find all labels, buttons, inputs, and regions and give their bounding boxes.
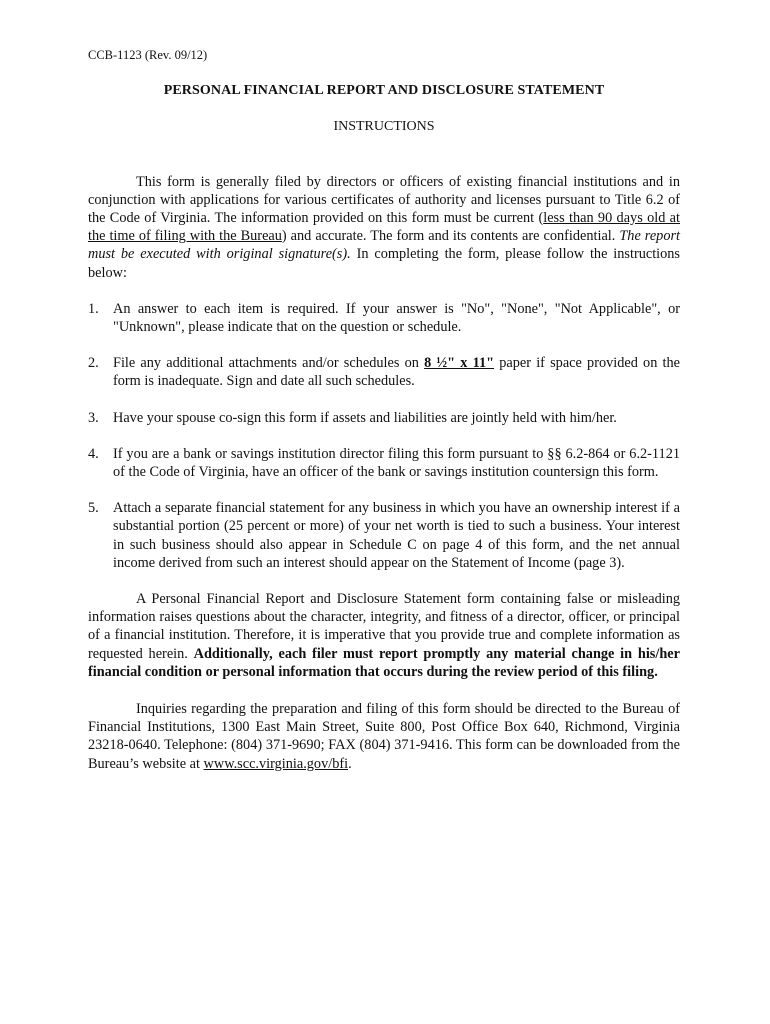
list-item-text: Attach a separate financial statement for any business in which you have an ownership interest if a substantial portion (25 percent or more) of your net worth is tied to such a business. Your interest in such business should also appear in Schedule C on page 4 of this form, and the net annual income derived from such an interest should appear on the Statement of Income (page 3). (113, 500, 680, 571)
intro-text-1: This form is generally filed by directors or officers of existing financial institutions and in conjunction with applications for various certificates of authority and licenses pursuant to Title 6.2 of the Code of Virginia. The information provided on this form must be current ( (88, 173, 680, 227)
list-item (88, 300, 680, 336)
list-item-number: 5. (88, 500, 99, 517)
intro-italic-text: The report must be executed with original signature(s). (88, 228, 680, 263)
page-title: PERSONAL FINANCIAL REPORT AND DISCLOSURE STATEMENT (163, 83, 605, 99)
inquiries-end: . (348, 755, 352, 772)
form-id: CCB-1123 (Rev. 09/12) (88, 48, 208, 62)
intro-text-3: In completing the form, please follow the instructions below: (88, 246, 681, 281)
list-item-number: 4. (88, 445, 99, 462)
list-item-text: Have your spouse co-sign this form if assets and liabilities are jointly held with him/her. (113, 409, 617, 426)
page-subtitle: INSTRUCTIONS (333, 119, 435, 135)
warning-bold-text: Additionally, each filer must report promptly any material change in his/her financial condition or personal information that occurs during the review period of this filing. (88, 645, 680, 680)
paper-size-text: 8 ½" x 11" (424, 355, 495, 372)
item-2-text-after: paper if space provided on the form is inadequate. Sign and date all such schedules. (113, 355, 681, 390)
intro-paragraph (88, 173, 680, 282)
list-item-text: An answer to each item is required. If your answer is "No", "None", "Not Applicable", or "Unknown", please indicate that on the question or schedule. (113, 300, 680, 336)
inquiries-text: Inquiries regarding the preparation and filing of this form should be directed to the Bureau of Financial Institutions, 1300 East Main Street, Suite 800, Post Office Box 640, Richmond, Virginia 23218-0640. Telephone: (804) 371-9690; FAX (804) 371-9416. This form can be downloaded from the Bureau’s website at (88, 701, 680, 772)
instruction-list (88, 300, 680, 572)
warning-text: A Personal Financial Report and Disclosure Statement form containing false or misleading information raises questions about the character, integrity, and fitness of a director, officer, or principal of a financial institution. Therefore, it is imperative that you provide true and complete information as requested herein. (88, 591, 680, 662)
intro-underlined-text: less than 90 days old at the time of filing with the Bureau (88, 210, 680, 245)
list-item (88, 499, 680, 572)
list-item-text: If you are a bank or savings institution director filing this form pursuant to §§ 6.2-864 or 6.2-1121 of the Code of Virginia, have an officer of the bank or savings institution countersign this form. (113, 445, 680, 481)
list-item (88, 409, 680, 427)
list-item (88, 445, 680, 481)
list-item-number: 3. (88, 409, 99, 426)
list-item-number: 2. (88, 355, 99, 372)
list-item-number: 1. (88, 300, 99, 317)
inquiries-paragraph (88, 700, 680, 773)
intro-text-2: ) and accurate. The form and its contents are confidential. (281, 228, 620, 245)
item-2-text-before: File any additional attachments and/or schedules on (113, 355, 425, 372)
list-item-text (113, 354, 680, 390)
website-link[interactable]: www.scc.virginia.gov/bfi (203, 755, 349, 772)
warning-paragraph (88, 590, 680, 681)
list-item (88, 354, 680, 390)
